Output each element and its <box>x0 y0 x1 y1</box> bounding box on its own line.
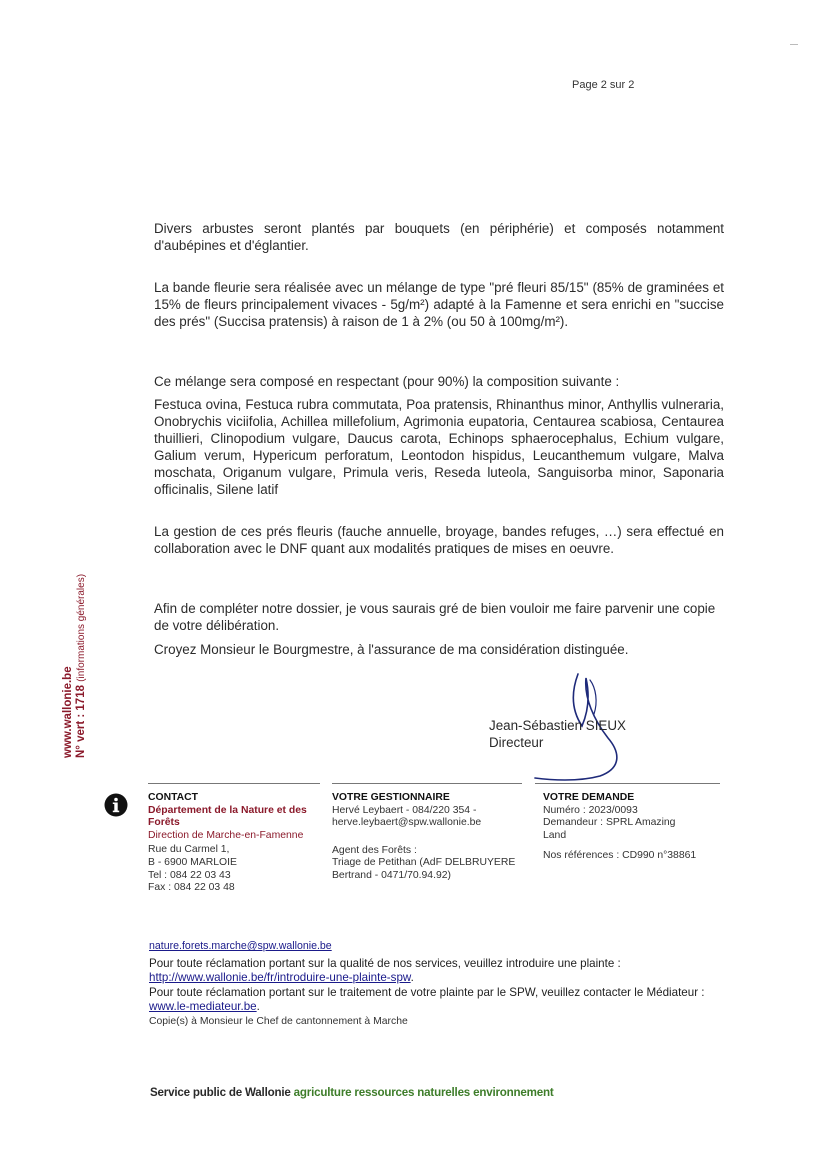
contact-address-line1: Rue du Carmel 1, <box>148 844 230 856</box>
info-icon <box>104 793 128 817</box>
paragraph-flower-strip: La bande fleurie sera réalisée avec un mélange de type "pré fleuri 85/15" (85% de graminées et 15% de fleurs principalement vivaces - 5g/m²) adapté à la Famenne et sera enrichi en "succise des prés" (Succisa pratensis) à raison de 1 à 2% (ou 50 à 100mg/m²). <box>154 280 724 329</box>
contact-fax: Fax : 084 22 03 48 <box>148 882 235 894</box>
demande-demandeur: Demandeur : SPRL Amazing Land <box>543 817 676 841</box>
gestionnaire-divider <box>332 783 522 784</box>
sidebar-hotline-note: (informations générales) <box>76 573 87 682</box>
signatory-name: Jean-Sébastien SIEUX <box>489 718 626 733</box>
sidebar-hotline-number: N° vert : 1718 <box>75 685 87 758</box>
paragraph-shrubs: Divers arbustes seront plantés par bouquets (en périphérie) et composés notamment d'aubépines et d'églantier. <box>154 221 724 253</box>
contact-address-line2: B - 6900 MARLOIE <box>148 856 237 868</box>
demande-numero: Numéro : 2023/0093 <box>543 804 638 816</box>
gestionnaire-title: VOTRE GESTIONNAIRE <box>332 792 450 803</box>
brand-name: Service public de Wallonie <box>150 1086 291 1099</box>
sidebar-website: www.wallonie.be <box>62 666 74 758</box>
paragraph-request: Afin de compléter notre dossier, je vous saurais gré de bien vouloir me faire parvenir une copie de votre délibération. <box>154 601 716 633</box>
gestionnaire-line1: Hervé Leybaert - 084/220 354 - <box>332 804 477 816</box>
paragraph-closing: Croyez Monsieur le Bourgmestre, à l'assurance de ma considération distinguée. <box>154 642 629 657</box>
paragraph-mix-intro: Ce mélange sera composé en respectant (pour 90%) la composition suivante : <box>154 374 620 389</box>
mediator-link[interactable]: www.le-mediateur.be <box>149 1000 257 1014</box>
demande-references: Nos références : CD990 n°38861 <box>543 850 697 862</box>
contact-department: Département de la Nature et des Forêts <box>148 804 307 829</box>
paragraph-species-list: Festuca ovina, Festuca rubra commutata, Poa pratensis, Rhinanthus minor, Anthyllis vulneraria, Onobrychis viciifolia, Achillea millefolium, Agrimonia eupatoria, Centaurea scabiosa, Centaurea thuillieri, Clinopodium vulgare, Daucus carota, Echinops sphaerocephalus, Echium vulgare, Galium verum, Hypericum perforatum, Leontodon hispidus, Leucanthemum vulgare, Malva moschata, Origanum vulgare, Primula veris, Reseda luteola, Sanguisorba minor, Saponaria officinalis, Silene latif <box>154 397 724 497</box>
gestionnaire-email: herve.leybaert@spw.wallonie.be <box>332 817 482 829</box>
agent-line1: Triage de Petithan (AdF DELBRUYERE <box>332 857 516 869</box>
brand-footer <box>150 1086 554 1099</box>
demande-title: VOTRE DEMANDE <box>543 792 635 803</box>
complaint-text-2: Pour toute réclamation portant sur le traitement de votre plainte par le SPW, veuillez contacter le Médiateur : <box>149 985 705 999</box>
sidebar-vertical-text <box>62 574 88 758</box>
contact-tel: Tel : 084 22 03 43 <box>148 869 231 881</box>
mediator-link-period: . <box>256 1000 260 1014</box>
footer-notes <box>149 939 729 1030</box>
sidebar-hotline <box>75 574 88 758</box>
demande-block <box>543 792 713 863</box>
gestionnaire-block <box>332 792 532 883</box>
complaint-link-1[interactable]: http://www.wallonie.be/fr/introduire-une-plainte-spw <box>149 971 411 985</box>
contact-direction: Direction de Marche-en-Famenne <box>148 829 304 841</box>
complaint-text-1: Pour toute réclamation portant sur la qualité de nos services, veuillez introduire une plainte : <box>149 956 621 970</box>
contact-email-link[interactable]: nature.forets.marche@spw.wallonie.be <box>149 940 332 952</box>
brand-tagline: agriculture ressources naturelles environnement <box>293 1086 554 1099</box>
copy-note: Copie(s) à Monsieur le Chef de cantonnement à Marche <box>149 1015 408 1027</box>
agent-label: Agent des Forêts : <box>332 844 417 856</box>
signatory-title: Directeur <box>489 735 544 750</box>
complaint-link-1-period: . <box>410 971 414 985</box>
page-number: Page 2 sur 2 <box>572 79 635 91</box>
agent-line2: Bertrand - 0471/70.94.92) <box>332 869 451 881</box>
contact-divider <box>148 783 320 784</box>
contact-block <box>148 792 308 895</box>
paragraph-management: La gestion de ces prés fleuris (fauche annuelle, broyage, bandes refuges, …) sera effectué en collaboration avec le DNF quant aux modalités pratiques de mises en oeuvre. <box>154 524 724 556</box>
demande-divider <box>535 783 720 784</box>
contact-title: CONTACT <box>148 792 199 803</box>
scan-mark <box>790 44 798 45</box>
